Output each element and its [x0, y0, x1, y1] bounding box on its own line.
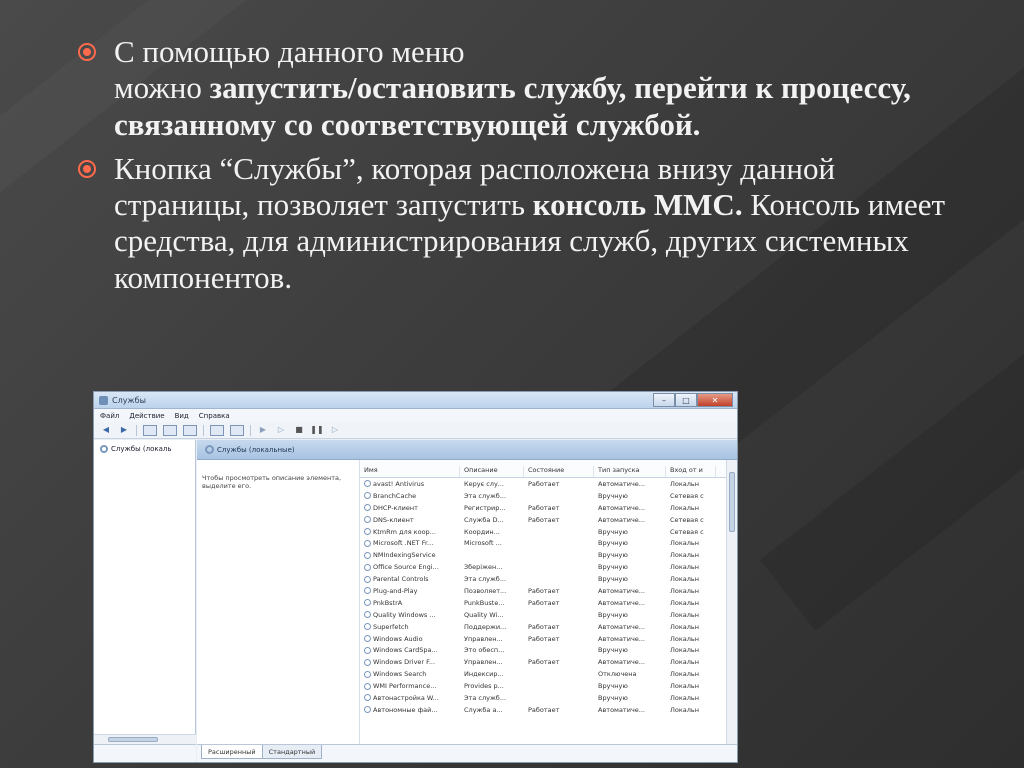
service-description: PunkBuste...	[464, 598, 505, 607]
service-description: Эта служб...	[464, 693, 507, 702]
table-row[interactable]	[360, 573, 737, 585]
service-startup-type: Вручную	[598, 491, 628, 500]
restart-icon[interactable]: ▷	[331, 425, 339, 434]
service-startup-type: Вручную	[598, 610, 628, 619]
table-row[interactable]	[360, 549, 737, 561]
window-title: Службы	[112, 395, 146, 405]
service-name-text: Office Source Engi...	[373, 563, 439, 572]
bullet-1-plain: можно	[114, 70, 210, 106]
service-log-on-as: Локальн	[670, 610, 700, 619]
table-row[interactable]	[360, 490, 737, 502]
bullet-icon	[78, 160, 96, 178]
console-tree-icon[interactable]	[143, 425, 157, 436]
service-name-text: Автономные фай...	[373, 705, 438, 714]
service-startup-type: Автоматиче...	[598, 586, 645, 595]
service-gear-icon	[364, 623, 371, 630]
service-status: Работает	[528, 598, 560, 607]
slide-text	[78, 34, 978, 296]
services-app-icon	[99, 396, 108, 405]
service-status: Работает	[528, 515, 560, 524]
service-gear-icon	[364, 587, 371, 594]
description-hint: Чтобы просмотреть описание элемента, выделите его.	[202, 474, 342, 491]
refresh-icon[interactable]	[163, 425, 177, 436]
service-name-text: Windows Search	[373, 670, 427, 679]
bullet-2-bold: консоль ММС.	[532, 187, 743, 223]
menu-bar	[94, 409, 737, 422]
scroll-thumb[interactable]	[729, 472, 735, 532]
tab-extended[interactable]: Расширенный	[201, 745, 263, 759]
service-name	[360, 575, 460, 583]
service-name-text: Parental Controls	[373, 575, 429, 584]
service-gear-icon	[364, 492, 371, 499]
minimize-button[interactable]: –	[653, 393, 675, 407]
close-button[interactable]: ✕	[697, 393, 733, 407]
service-gear-icon	[364, 480, 371, 487]
service-description: Эта служб...	[464, 491, 507, 500]
vertical-scrollbar[interactable]	[726, 460, 737, 744]
service-gear-icon	[364, 504, 371, 511]
service-status: Работает	[528, 622, 560, 631]
services-table	[360, 460, 737, 744]
service-log-on-as: Локальн	[670, 575, 700, 584]
service-status: Работает	[528, 634, 560, 643]
service-startup-type: Автоматиче...	[598, 479, 645, 488]
service-startup-type: Автоматиче...	[598, 705, 645, 714]
service-name	[360, 658, 460, 666]
service-startup-type: Автоматиче...	[598, 658, 645, 667]
service-description: Служба D...	[464, 515, 504, 524]
service-log-on-as: Локальн	[670, 682, 700, 691]
pause-icon[interactable]: ❚❚	[310, 425, 324, 434]
table-header	[360, 460, 737, 478]
service-log-on-as: Локальн	[670, 598, 700, 607]
menu-file[interactable]: Файл	[100, 411, 120, 420]
menu-help[interactable]: Справка	[198, 411, 230, 420]
service-name-text: Superfetch	[373, 622, 409, 631]
table-row[interactable]	[360, 561, 737, 573]
service-name	[360, 670, 460, 678]
table-row[interactable]	[360, 644, 737, 656]
gear-icon	[100, 445, 108, 453]
service-name	[360, 504, 460, 512]
bullet-2-part1: Кнопка “Службы”, которая расположена внизу данной страницы, позволяет	[114, 150, 836, 223]
service-name-text: DNS-клиент	[373, 515, 414, 524]
service-gear-icon	[364, 552, 371, 559]
horizontal-scrollbar[interactable]	[94, 734, 196, 744]
service-name	[360, 706, 460, 714]
tab-standard[interactable]: Стандартный	[262, 745, 323, 759]
table-row[interactable]	[360, 597, 737, 609]
bullet-2	[78, 151, 978, 296]
service-startup-type: Вручную	[598, 563, 628, 572]
service-name	[360, 563, 460, 571]
service-description: Управлен...	[464, 634, 503, 643]
gear-icon	[205, 445, 214, 454]
back-icon[interactable]: ◀	[102, 425, 110, 434]
service-name-text: Windows CardSpa...	[373, 646, 438, 655]
pane-header	[197, 440, 737, 460]
table-row[interactable]	[360, 633, 737, 645]
service-name	[360, 599, 460, 607]
services-window	[93, 391, 738, 763]
service-gear-icon	[364, 599, 371, 606]
menu-view[interactable]: Вид	[174, 411, 189, 420]
window-body	[94, 440, 737, 762]
table-row[interactable]	[360, 585, 737, 597]
toolbar-separator	[250, 425, 251, 436]
service-gear-icon	[364, 694, 371, 701]
service-log-on-as: Сетевая с	[670, 515, 704, 524]
bullet-icon	[78, 43, 96, 61]
forward-icon[interactable]: ▶	[120, 425, 128, 434]
service-name-text: NMIndexingService	[373, 551, 436, 560]
service-log-on-as: Локальн	[670, 658, 700, 667]
service-name-text: avast! Antivirus	[373, 479, 425, 488]
service-description: Служба а...	[464, 705, 503, 714]
menu-action[interactable]: Действие	[129, 411, 165, 420]
view-tabs	[197, 744, 737, 762]
toolbar-separator	[203, 425, 204, 436]
service-name-text: Microsoft .NET Fr...	[373, 539, 434, 548]
service-startup-type: Автоматиче...	[598, 598, 645, 607]
service-gear-icon	[364, 576, 371, 583]
bullet-1-bold: запустить/остановить службу, перейти к процессу, связанному со соответствующей службой.	[114, 70, 911, 142]
service-description: Позволяет...	[464, 586, 507, 595]
service-startup-type: Автоматиче...	[598, 515, 645, 524]
service-description: Поддержи...	[464, 622, 507, 631]
service-log-on-as: Локальн	[670, 539, 700, 548]
service-name	[360, 528, 460, 536]
stop-icon[interactable]: ■	[295, 425, 303, 434]
title-bar[interactable]	[94, 392, 737, 409]
service-log-on-as: Локальн	[670, 693, 700, 702]
toolbar-separator	[136, 425, 137, 436]
service-description: Provides p...	[464, 682, 504, 691]
service-gear-icon	[364, 635, 371, 642]
service-status: Работает	[528, 586, 560, 595]
maximize-button[interactable]: □	[675, 393, 697, 407]
service-gear-icon	[364, 564, 371, 571]
service-name	[360, 646, 460, 654]
service-name-text: WMI Performance...	[373, 682, 437, 691]
service-name-text: Windows Audio	[373, 634, 423, 643]
service-description: Регистрир...	[464, 503, 506, 512]
service-gear-icon	[364, 706, 371, 713]
tree-item-services[interactable]	[94, 440, 195, 453]
service-startup-type: Вручную	[598, 646, 628, 655]
bullet-1	[78, 34, 978, 143]
service-log-on-as: Сетевая с	[670, 491, 704, 500]
column-header-startup-type[interactable]: Тип запуска	[594, 466, 666, 477]
service-description: Индексир...	[464, 670, 504, 679]
service-gear-icon	[364, 516, 371, 523]
table-row[interactable]	[360, 668, 737, 680]
service-name-text: Windows Driver F...	[373, 658, 436, 667]
service-startup-type: Отключена	[598, 670, 637, 679]
properties-icon[interactable]	[230, 425, 244, 436]
service-startup-type: Автоматиче...	[598, 503, 645, 512]
service-status: Работает	[528, 479, 560, 488]
bullet-1-line1: С помощью данного меню	[114, 34, 465, 69]
service-gear-icon	[364, 540, 371, 547]
service-log-on-as: Локальн	[670, 670, 700, 679]
service-description: Эта служб...	[464, 575, 507, 584]
service-description: Microsoft ...	[464, 539, 502, 548]
scroll-thumb[interactable]	[108, 737, 158, 742]
table-body	[360, 478, 737, 716]
service-name	[360, 516, 460, 524]
service-name	[360, 611, 460, 619]
description-panel	[197, 460, 360, 744]
service-log-on-as: Локальн	[670, 503, 700, 512]
service-name-text: Автонастройка W...	[373, 693, 439, 702]
service-name	[360, 587, 460, 595]
service-description: Quality Wi...	[464, 610, 504, 619]
help-icon[interactable]	[210, 425, 224, 436]
service-name	[360, 551, 460, 559]
table-row[interactable]	[360, 680, 737, 692]
service-startup-type: Вручную	[598, 575, 628, 584]
services-pane	[197, 440, 737, 762]
service-log-on-as: Сетевая с	[670, 527, 704, 536]
play-alt-icon[interactable]: ▷	[277, 425, 285, 434]
status-bar	[94, 744, 196, 762]
service-name	[360, 480, 460, 488]
service-name-text: KtmRm для коор...	[373, 527, 436, 536]
table-row[interactable]	[360, 692, 737, 704]
toolbar	[94, 422, 737, 439]
service-log-on-as: Локальн	[670, 563, 700, 572]
export-icon[interactable]	[183, 425, 197, 436]
service-startup-type: Вручную	[598, 551, 628, 560]
service-name-text: Plug-and-Play	[373, 586, 418, 595]
table-row[interactable]	[360, 704, 737, 716]
service-status: Работает	[528, 503, 560, 512]
table-row[interactable]	[360, 621, 737, 633]
service-gear-icon	[364, 528, 371, 535]
service-log-on-as: Локальн	[670, 479, 700, 488]
service-description: Керує слу...	[464, 479, 504, 488]
column-header-status[interactable]: Состояние	[524, 466, 594, 477]
table-row[interactable]	[360, 526, 737, 538]
service-status: Работает	[528, 705, 560, 714]
column-header-name[interactable]: Имя	[360, 466, 460, 477]
service-name	[360, 694, 460, 702]
table-row[interactable]	[360, 609, 737, 621]
service-name	[360, 539, 460, 547]
service-log-on-as: Локальн	[670, 586, 700, 595]
table-row[interactable]	[360, 537, 737, 549]
service-name-text: DHCP-клиент	[373, 503, 418, 512]
service-gear-icon	[364, 611, 371, 618]
service-gear-icon	[364, 659, 371, 666]
tree-item-label: Службы (локаль	[111, 445, 172, 453]
service-startup-type: Вручную	[598, 693, 628, 702]
service-log-on-as: Локальн	[670, 622, 700, 631]
service-name	[360, 492, 460, 500]
service-gear-icon	[364, 671, 371, 678]
service-description: Управлен...	[464, 658, 503, 667]
service-name	[360, 623, 460, 631]
service-startup-type: Вручную	[598, 527, 628, 536]
console-tree	[94, 440, 196, 762]
service-startup-type: Вручную	[598, 539, 628, 548]
column-header-description[interactable]: Описание	[460, 466, 524, 477]
service-log-on-as: Локальн	[670, 634, 700, 643]
service-status: Работает	[528, 658, 560, 667]
pane-header-title: Службы (локальные)	[217, 445, 295, 454]
service-gear-icon	[364, 683, 371, 690]
table-row[interactable]	[360, 478, 737, 490]
service-name-text: BranchCache	[373, 491, 417, 500]
bullet-2-plain: запустить	[395, 187, 533, 223]
table-row[interactable]	[360, 656, 737, 668]
service-log-on-as: Локальн	[670, 551, 700, 560]
service-name	[360, 635, 460, 643]
service-startup-type: Автоматиче...	[598, 622, 645, 631]
service-startup-type: Вручную	[598, 682, 628, 691]
service-name	[360, 682, 460, 690]
service-description: Координ...	[464, 527, 500, 536]
service-log-on-as: Локальн	[670, 705, 700, 714]
service-description: Зберiжен...	[464, 563, 503, 572]
play-icon[interactable]: ▶	[259, 425, 267, 434]
service-log-on-as: Локальн	[670, 646, 700, 655]
table-row[interactable]	[360, 502, 737, 514]
table-row[interactable]	[360, 514, 737, 526]
service-name-text: PnkBstrA	[373, 598, 403, 607]
service-description: Это обесп...	[464, 646, 505, 655]
service-startup-type: Автоматиче...	[598, 634, 645, 643]
column-header-log-on-as[interactable]: Вход от и	[666, 466, 716, 477]
service-name-text: Quality Windows ...	[373, 610, 436, 619]
service-gear-icon	[364, 647, 371, 654]
bullet-2-part3: Консоль имеет средства, для администрирования служб, других системных компонентов.	[114, 187, 946, 295]
